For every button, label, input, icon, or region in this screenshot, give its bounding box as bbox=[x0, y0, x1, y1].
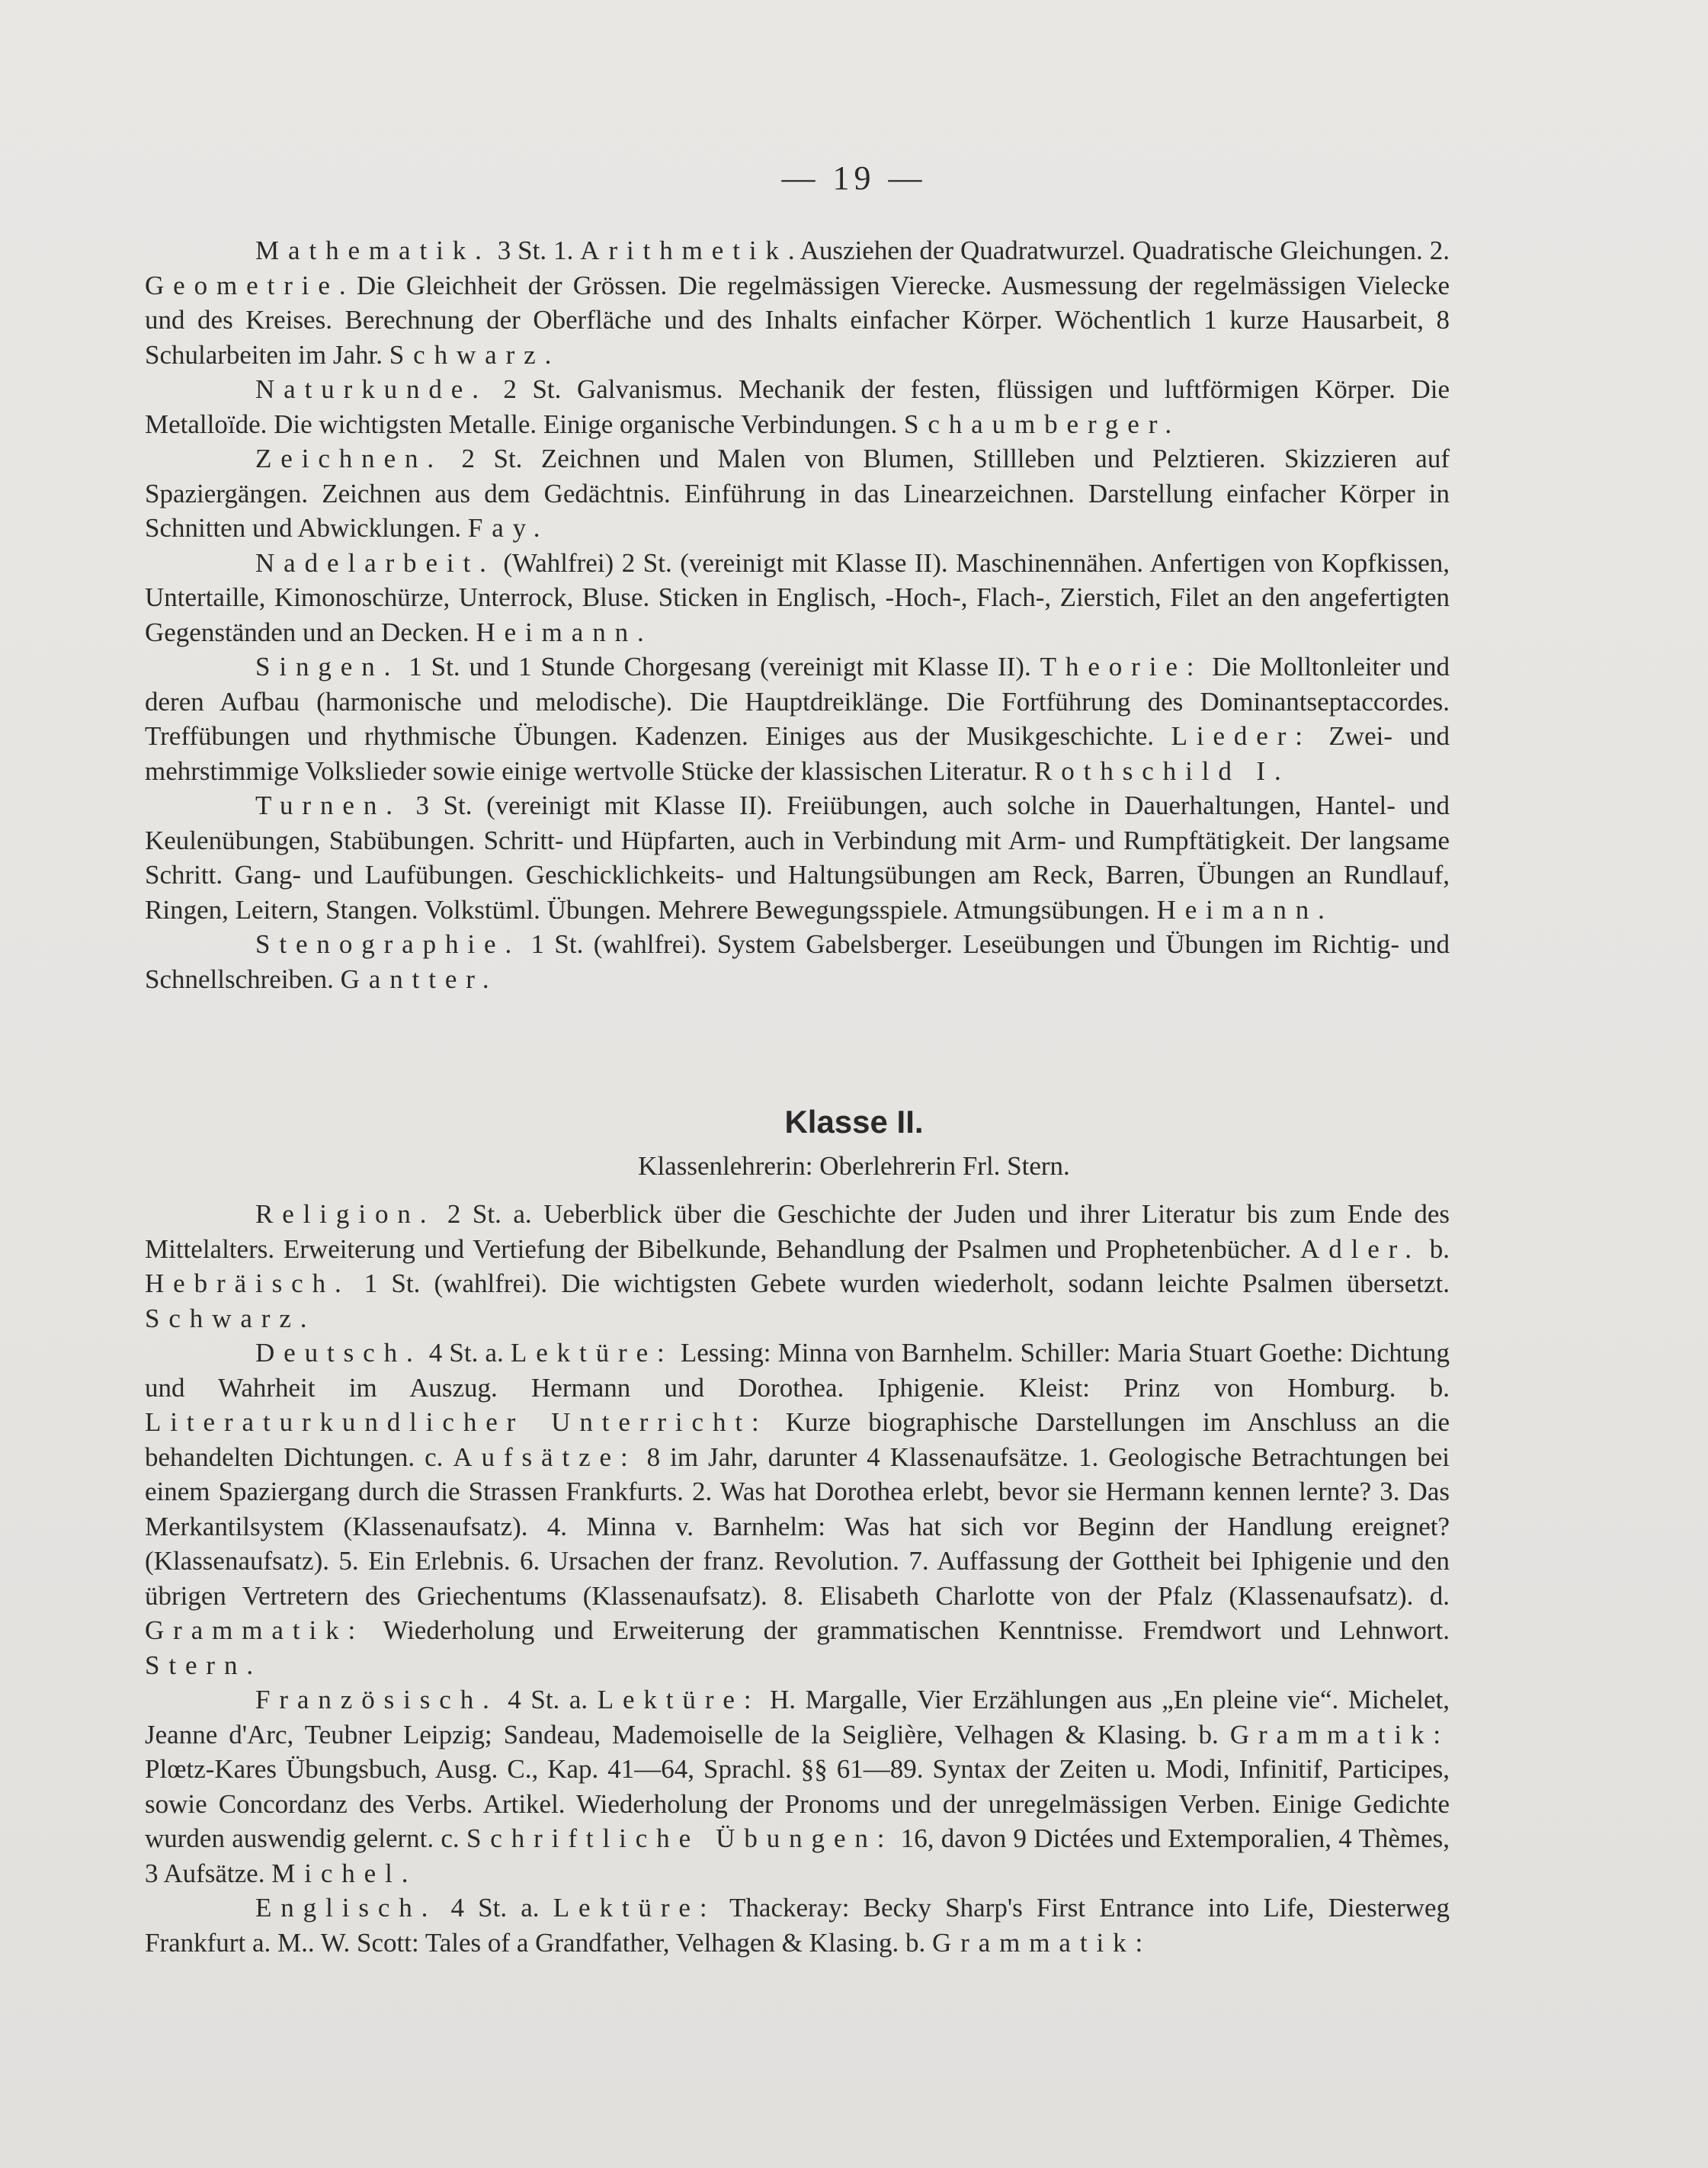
spaced-term: Grammatik: bbox=[145, 1615, 365, 1645]
spaced-term: Arithmetik bbox=[580, 236, 788, 265]
subject-name: Zeichnen. bbox=[255, 444, 444, 473]
body-text: 2 St. Zeichnen und Malen von Blumen, Stillleben und Pelztieren. Skizzieren auf Spaziergängen. Zeichnen aus dem Gedächtnis. Einführung in das Linearzeichnen. Darstellung einfacher Körper in Schnitten und Abwicklungen. bbox=[145, 444, 1450, 543]
subject-paragraph bbox=[145, 927, 1450, 996]
subject-paragraph bbox=[145, 546, 1450, 650]
body-text: 1 St. (wahlfrei). Die wichtigsten Gebete wurden wiederholt, sodann leichte Psalmen übersetzt. bbox=[350, 1268, 1450, 1298]
subject-name: Religion. bbox=[255, 1199, 436, 1229]
spaced-term: Michel. bbox=[271, 1858, 418, 1888]
spaced-term: Lektüre: bbox=[597, 1685, 761, 1714]
body-text: (Wahlfrei) 2 St. (vereinigt mit Klasse II). Maschinennähen. Anfertigen von Kopfkissen, Untertaille, Kimonoschürze, Unterrock, Bluse. Sticken in Englisch, -Hoch-, Flach-, Zierstich, Filet an den angefertigten Gegenständen und an Decken. bbox=[145, 547, 1450, 647]
subject-paragraph bbox=[145, 649, 1450, 788]
body-text: Plœtz-Kares Übungsbuch, Ausg. C., Kap. 41—64, Sprachl. §§ 61—89. Syntax der Zeiten u. Modi, Infinitif, Participes, sowie Concordanz des Verbs. Artikel. Wiederholung der Pronoms und der unregelmässigen Verben. Einige Gedichte wurden auswendig gelernt. c. bbox=[145, 1754, 1450, 1853]
spaced-term: Grammatik: bbox=[1229, 1719, 1450, 1749]
body-text: 3 St. 1. bbox=[490, 236, 581, 265]
subject-paragraph bbox=[145, 441, 1450, 546]
body-text: 16, davon 9 Dictées und Extemporalien, 4 Thèmes, 3 Aufsätze. bbox=[145, 1823, 1450, 1888]
body-text: Die Molltonleiter und deren Aufbau (harmonische und melodische). Die Hauptdreiklänge. Die Fortführung des Dominantseptaccordes. Treffübungen und rhythmische Übungen. Kadenzen. Einiges aus der Musikgeschichte. bbox=[145, 652, 1450, 751]
spaced-term: Adler. bbox=[1300, 1233, 1421, 1264]
body-text: 2 St. a. Ueberblick über die Geschichte der Juden und ihrer Literatur bis zum Ende des Mittelalters. Erweiterung und Vertiefung der Bibelkunde, Behandlung der Psalmen und Prophetenbücher. bbox=[145, 1199, 1450, 1264]
class-teacher-line: Klassenlehrerin: Oberlehrerin Frl. Stern. bbox=[638, 1151, 1070, 1181]
spaced-term: Hebräisch. bbox=[145, 1268, 351, 1298]
section-class-2 bbox=[145, 1197, 1450, 1960]
subject-name: Nadelarbeit. bbox=[255, 547, 495, 578]
page-number: — 19 — bbox=[781, 159, 927, 197]
subject-name: Stenographie. bbox=[255, 929, 521, 959]
subject-name: Turnen. bbox=[255, 791, 402, 820]
spaced-term: Literaturkundlicher Unterricht: bbox=[145, 1407, 768, 1437]
subject-name: Französisch. bbox=[255, 1685, 498, 1714]
spaced-term: Lieder: bbox=[1171, 721, 1312, 751]
subject-paragraph bbox=[145, 1891, 1450, 1960]
spaced-term: Heimann. bbox=[1156, 894, 1334, 925]
body-text: 4 St. a. bbox=[421, 1338, 511, 1368]
subject-name: Deutsch. bbox=[255, 1338, 422, 1368]
spaced-term: Lektüre: bbox=[553, 1893, 716, 1923]
body-text: b. bbox=[1420, 1233, 1450, 1264]
body-text: 8 im Jahr, darunter 4 Klassenaufsätze. 1. Geologische Betrachtungen bei einem Spaziergang durch die Strassen Frankfurts. 2. Was hat Dorothea erlebt, bevor sie Hermann kennen lernte? 3. Das Merkantilsystem (Klassenaufsatz). 4. Minna v. Barnhelm: Was hat sich vor Beginn der Handlung ereignet? (Klassenaufsatz). 5. Ein Erlebnis. 6. Ursachen der franz. Revolution. 7. Auffassung der Gottheit bei Iphigenie und den übrigen Vertretern des Griechentums (Klassenaufsatz). 8. Elisabeth Charlotte von der Pfalz (Klassenaufsatz). d. bbox=[145, 1442, 1450, 1611]
subject-paragraph bbox=[145, 1682, 1450, 1891]
body-text: 2 St. Galvanismus. Mechanik der festen, flüssigen und luftförmigen Körper. Die Metalloïde. Die wichtigsten Metalle. Einige organische Verbindungen. bbox=[145, 374, 1450, 439]
subject-name: Englisch. bbox=[255, 1893, 437, 1923]
body-text: 4 St. a. bbox=[437, 1893, 553, 1923]
body-text: . Die Gleichheit der Grössen. Die regelmässigen Vierecke. Ausmessung der regelmässigen Vielecke und des Kreises. Berechnung der Oberfläche und des Inhalts einfacher Körper. Wöchentlich 1 kurze Hausarbeit, 8 Schularbeiten im Jahr. bbox=[145, 270, 1450, 370]
spaced-term: Aufsätze: bbox=[453, 1442, 637, 1472]
section-class-1 bbox=[145, 233, 1450, 996]
body-text: Kurze biographische Darstellungen im Anschluss an die behandelten Dichtungen. c. bbox=[145, 1407, 1450, 1472]
spaced-term: Heimann. bbox=[476, 617, 653, 647]
spaced-term: Geometrie bbox=[145, 270, 339, 300]
body-text: Zwei- und mehrstimmige Volkslieder sowie einige wertvolle Stücke der klassischen Literatur. bbox=[145, 721, 1450, 786]
class-heading: Klasse II. bbox=[784, 1104, 924, 1140]
body-text: 1 St. (wahlfrei). System Gabelsberger. Leseübungen und Übungen im Richtig- und Schnellschreiben. bbox=[145, 929, 1450, 994]
spaced-term: Grammatik: bbox=[931, 1927, 1152, 1958]
subject-paragraph bbox=[145, 372, 1450, 441]
spaced-term: Schriftliche Übungen: bbox=[466, 1823, 894, 1853]
subject-paragraph bbox=[145, 233, 1450, 372]
subject-paragraph bbox=[145, 1197, 1450, 1336]
spaced-term: Gantter. bbox=[340, 964, 498, 994]
body-text: Lessing: Minna von Barnhelm. Schiller: Maria Stuart Goethe: Dichtung und Wahrheit im Auszug. Hermann und Dorothea. Iphigenie. Kleist: Prinz von Homburg. b. bbox=[145, 1338, 1450, 1403]
spaced-term: Theorie: bbox=[1040, 652, 1203, 682]
body-text: 4 St. a. bbox=[498, 1685, 598, 1714]
subject-paragraph bbox=[145, 788, 1450, 927]
body-text: 1 St. und 1 Stunde Chorgesang (vereinigt mit Klasse II). bbox=[399, 652, 1040, 682]
subject-name: Naturkunde. bbox=[255, 374, 488, 404]
body-text: Thackeray: Becky Sharp's First Entrance into Life, Diesterweg Frankfurt a. M.. W. Scott: Tales of a Grandfather, Velhagen & Klasing. b. bbox=[145, 1893, 1450, 1958]
body-text: Wiederholung und Erweiterung der grammatischen Kenntnisse. Fremdwort und Lehnwort. bbox=[364, 1615, 1450, 1645]
subject-paragraph bbox=[145, 1336, 1450, 1682]
body-text: H. Margalle, Vier Erzählungen aus „En pleine vie“. Michelet, Jeanne d'Arc, Teubner Leipzig; Sandeau, Mademoiselle de la Seiglière, Velhagen & Klasing. b. bbox=[145, 1685, 1450, 1749]
spaced-term: Stern. bbox=[145, 1650, 263, 1680]
spaced-term: Schwarz. bbox=[389, 339, 561, 370]
subject-name: Singen. bbox=[255, 652, 400, 682]
spaced-term: Fay. bbox=[467, 513, 550, 543]
spaced-term: Schaumberger. bbox=[903, 409, 1181, 439]
spaced-term: Schwarz. bbox=[145, 1303, 316, 1333]
body-text: . Ausziehen der Quadratwurzel. Quadratische Gleichungen. 2. bbox=[787, 236, 1450, 265]
spaced-term: Lektüre: bbox=[510, 1338, 674, 1368]
body-text: 3 St. (vereinigt mit Klasse II). Freiübungen, auch solche in Dauerhaltungen, Hantel- und Keulenübungen, Stabübungen. Schritt- und Hüpfarten, auch in Verbindung mit Arm- und Rumpftätigkeit. Der langsame Schritt. Gang- und Laufübungen. Geschicklichkeits- und Haltungsübungen am Reck, Barren, Übungen an Rundlauf, Ringen, Leitern, Stangen. Volkstüml. Übungen. Mehrere Bewegungsspiele. Atmungsübungen. bbox=[145, 791, 1450, 925]
spaced-term: Rothschild I. bbox=[1034, 755, 1290, 786]
subject-name: Mathematik. bbox=[255, 236, 491, 265]
